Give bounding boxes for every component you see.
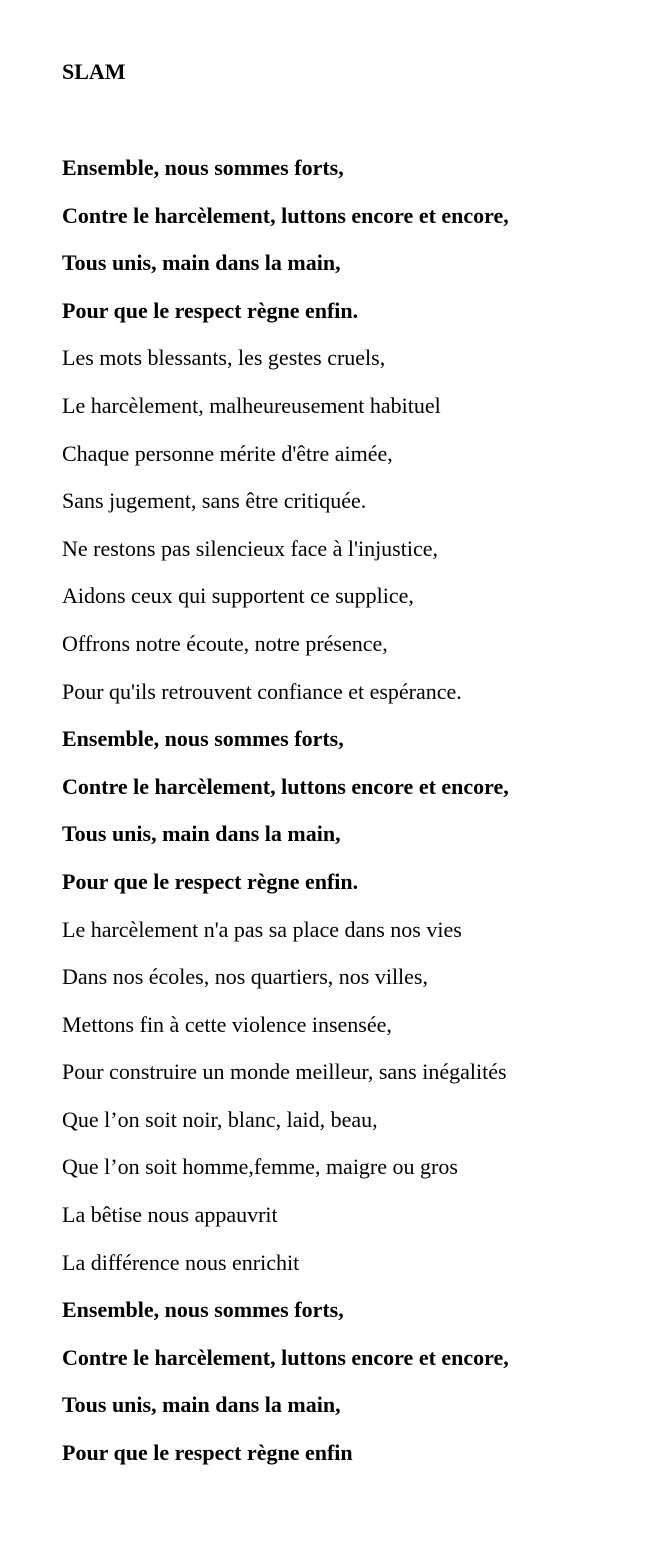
poem-line: Dans nos écoles, nos quartiers, nos villes, [62, 964, 428, 990]
poem-line: Le harcèlement, malheureusement habituel [62, 392, 441, 418]
poem-line: Tous unis, main dans la main, [62, 821, 341, 847]
poem-line: Ensemble, nous sommes forts, [62, 155, 344, 180]
poem-line: Pour qu'ils retrouvent confiance et espérance. [62, 678, 462, 704]
poem-line: Pour que le respect règne enfin [62, 1440, 353, 1466]
poem-line: La bêtise nous appauvrit [62, 1202, 278, 1228]
poem-line: Pour que le respect règne enfin. [62, 868, 359, 894]
poem-line: Contre le harcèlement, luttons encore et encore, [62, 202, 509, 228]
poem-line: Mettons fin à cette violence insensée, [62, 1011, 392, 1037]
poem-line: Que l’on soit homme,femme, maigre ou gros [62, 1154, 458, 1180]
poem-line: Sans jugement, sans être critiquée. [62, 488, 367, 514]
poem-line: Le harcèlement n'a pas sa place dans nos vies [62, 916, 462, 942]
poem-line: Ensemble, nous sommes forts, [62, 1297, 344, 1323]
poem-line: Pour construire un monde meilleur, sans inégalités [62, 1059, 507, 1085]
poem-line: Ne restons pas silencieux face à l'injustice, [62, 535, 438, 561]
poem-line: Aidons ceux qui supportent ce supplice, [62, 583, 414, 609]
poem-line: Pour que le respect règne enfin. [62, 297, 359, 323]
poem-line: Contre le harcèlement, luttons encore et encore, [62, 1344, 509, 1370]
poem-body [62, 154, 652, 1487]
poem-line: Chaque personne mérite d'être aimée, [62, 440, 393, 466]
poem-line: La différence nous enrichit [62, 1249, 300, 1275]
poem-line: Offrons notre écoute, notre présence, [62, 630, 388, 656]
document-title: SLAM [62, 59, 126, 84]
poem-line: Ensemble, nous sommes forts, [62, 726, 344, 752]
poem-line: Tous unis, main dans la main, [62, 250, 341, 276]
poem-line: Contre le harcèlement, luttons encore et encore, [62, 773, 509, 799]
poem-line: Les mots blessants, les gestes cruels, [62, 345, 386, 371]
poem-line: Que l’on soit noir, blanc, laid, beau, [62, 1106, 378, 1132]
poem-line: Tous unis, main dans la main, [62, 1392, 341, 1418]
